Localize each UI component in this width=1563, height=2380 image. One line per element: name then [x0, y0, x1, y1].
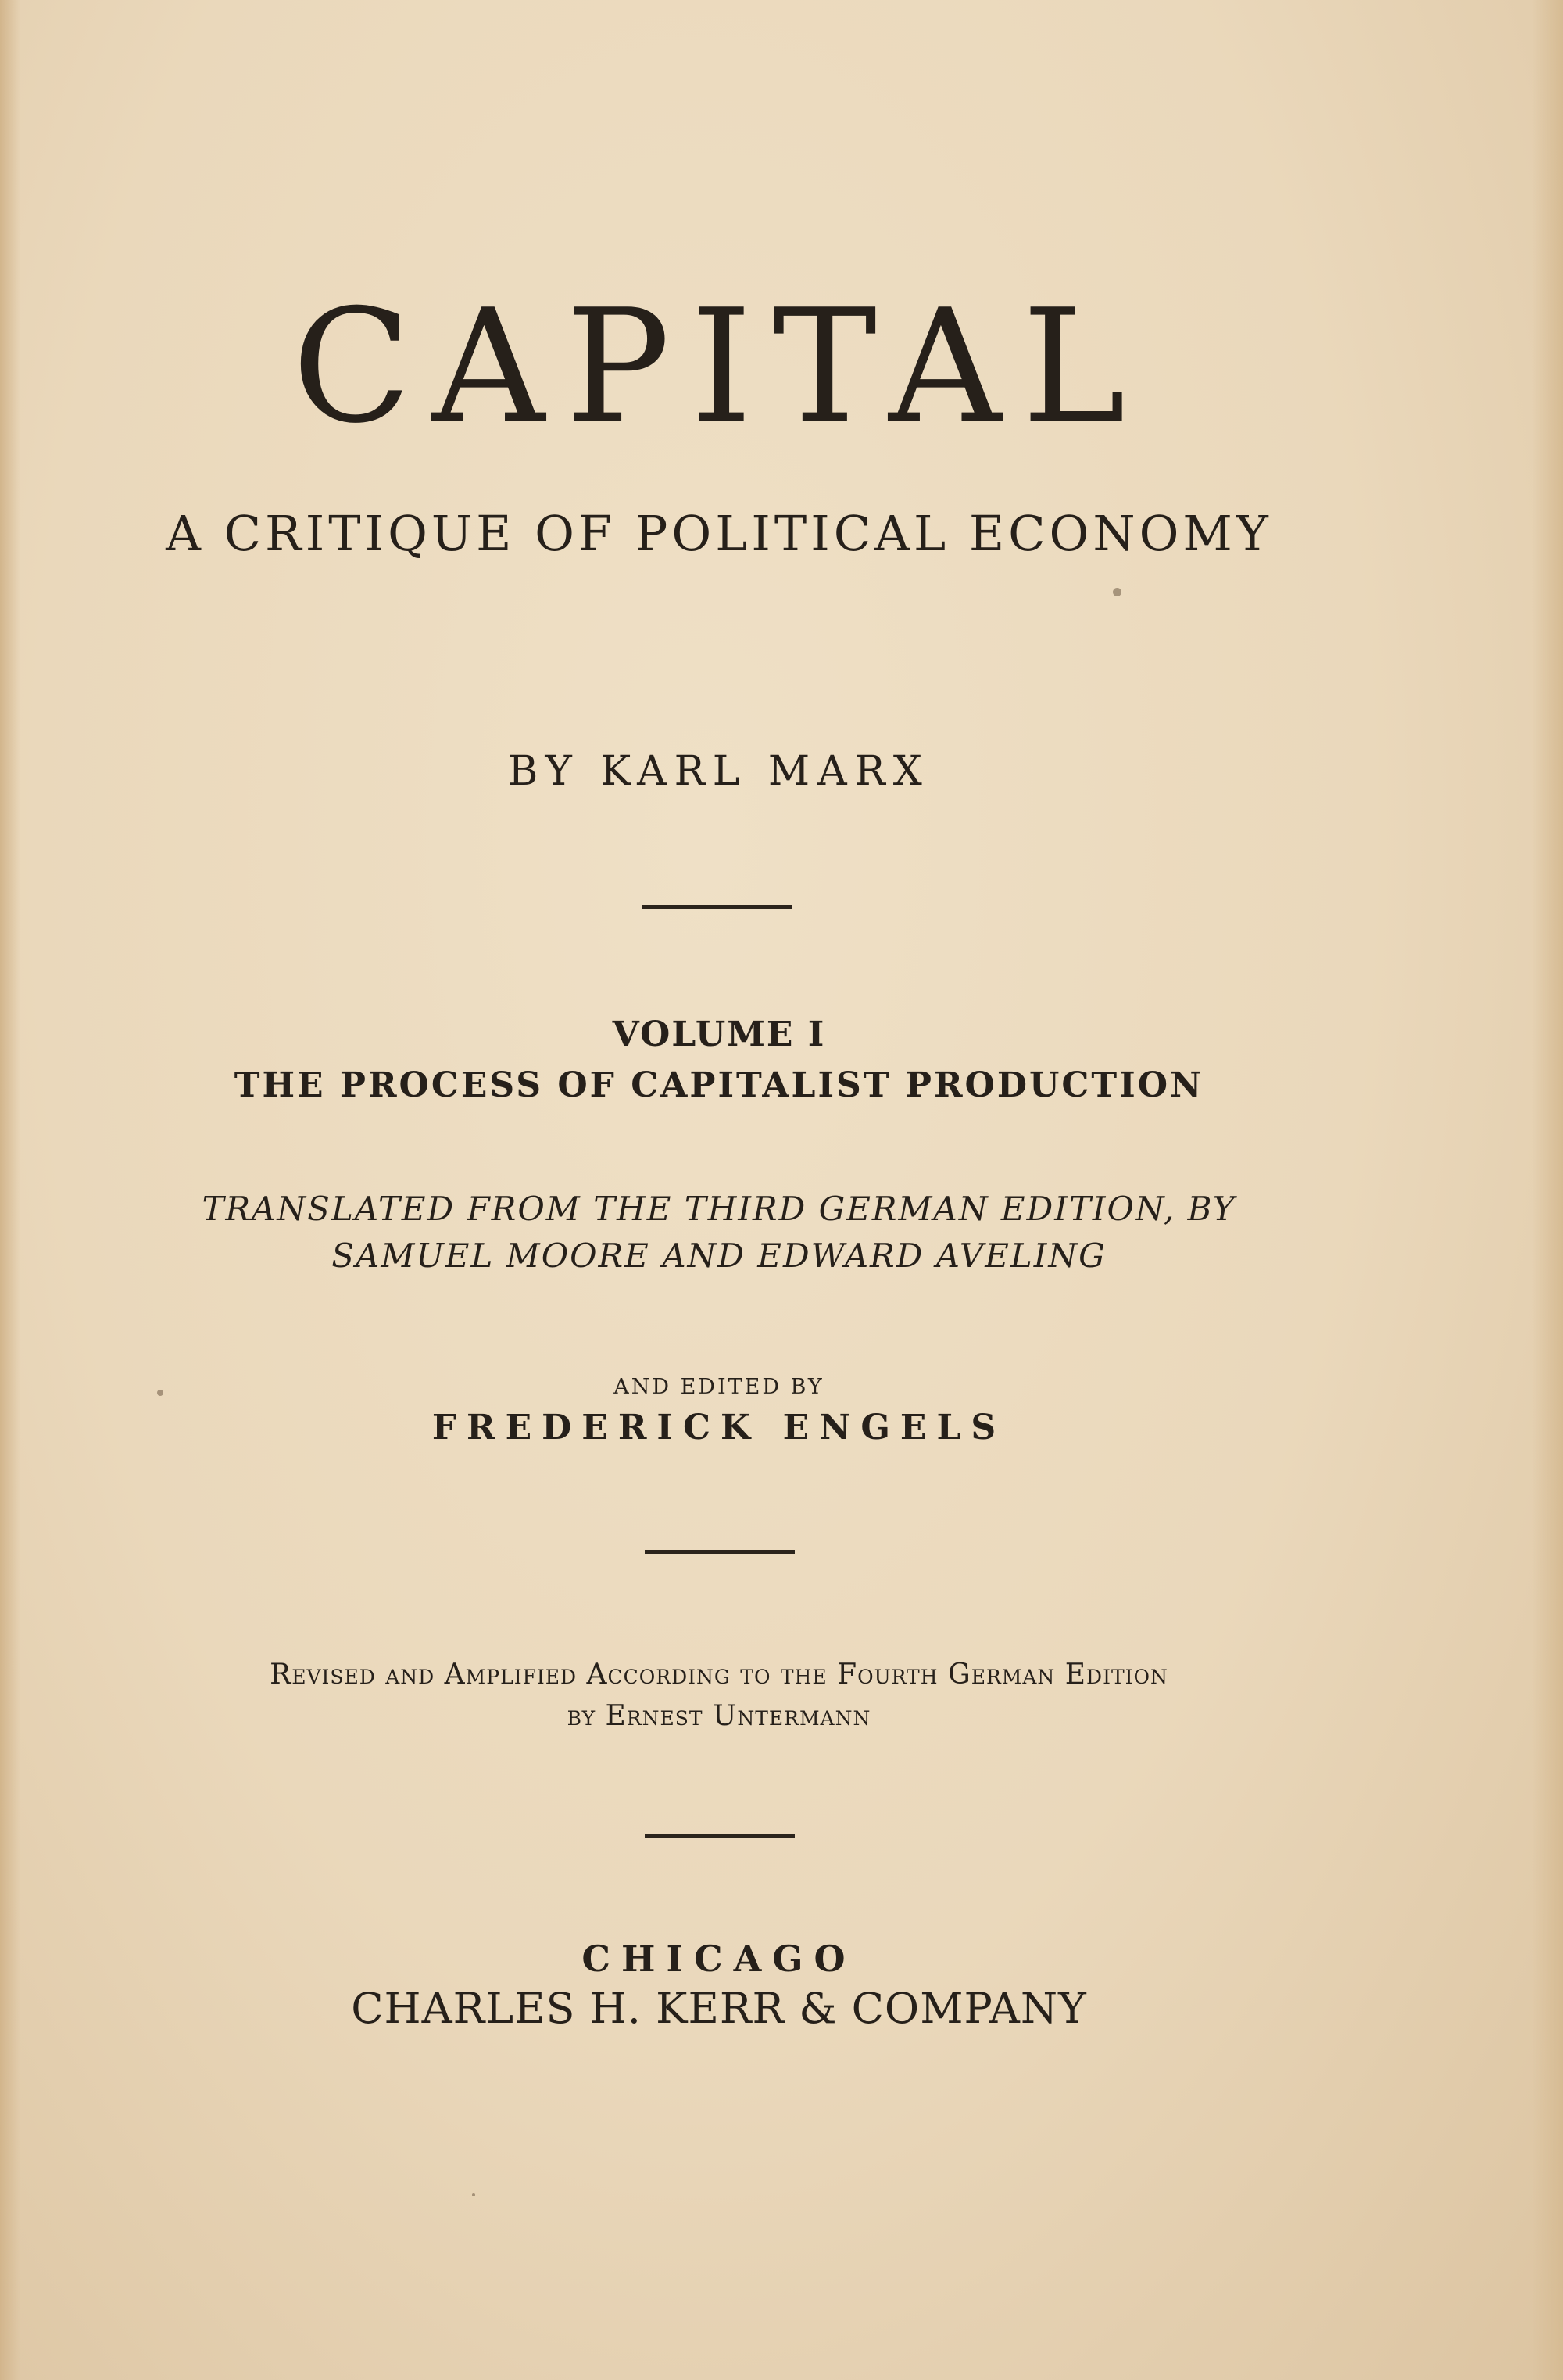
revision-note: Revised and Amplified According to the Fourth German Edition	[270, 1659, 1168, 1691]
publisher-name: CHARLES H. KERR & COMPANY	[351, 1984, 1087, 2033]
translators: SAMUEL MOORE AND EDWARD AVELING	[331, 1237, 1107, 1275]
author-line: BY KARL MARX	[508, 748, 930, 795]
paper-speck	[472, 2193, 475, 2196]
divider-rule	[645, 1550, 795, 1554]
volume-number: VOLUME I	[612, 1015, 826, 1054]
divider-rule	[645, 1834, 795, 1838]
reviser-name: by Ernest Untermann	[567, 1700, 871, 1732]
volume-title: THE PROCESS OF CAPITALIST PRODUCTION	[234, 1065, 1204, 1105]
book-subtitle: A CRITIQUE OF POLITICAL ECONOMY	[166, 505, 1272, 562]
editor-name: FREDERICK ENGELS	[431, 1408, 1007, 1448]
divider-rule	[642, 905, 792, 909]
edited-by-label: AND EDITED BY	[613, 1375, 824, 1399]
publication-city: CHICAGO	[581, 1938, 857, 1980]
book-title: CAPITAL	[291, 276, 1146, 458]
translation-note: TRANSLATED FROM THE THIRD GERMAN EDITION, BY	[202, 1190, 1236, 1228]
page-edge-shadow-right	[1532, 0, 1563, 2380]
paper-speck	[1113, 588, 1121, 596]
